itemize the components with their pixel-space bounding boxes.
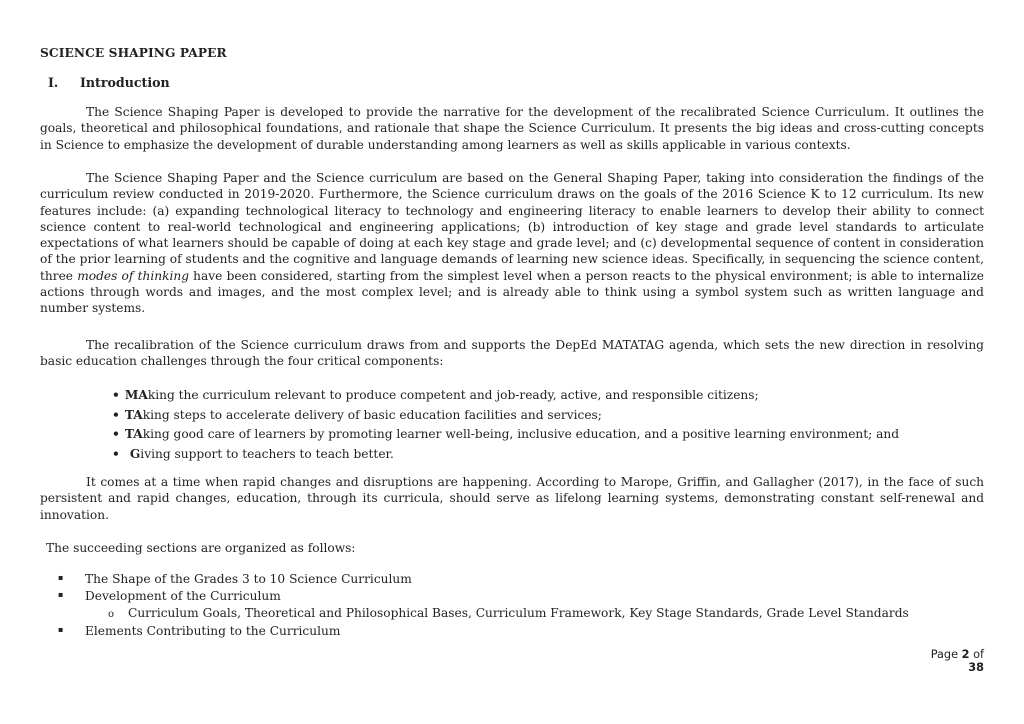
acronym-letters: MA: [124, 388, 148, 402]
acronym-letters: TA: [124, 407, 143, 422]
list-item: [58, 623, 909, 640]
list-item-text: The Shape of the Grades 3 to 10 Science Curriculum: [85, 572, 412, 586]
bullet-dot: •: [112, 388, 120, 402]
list-item-text: iving support to teachers to teach better.: [140, 447, 394, 462]
section-title: Introduction: [80, 75, 170, 90]
list-item-text: king good care of learners by promoting learner well-being, inclusive education, and a positive learning environment; and: [142, 427, 900, 442]
sections-list: [58, 571, 909, 640]
acronym-letters: G: [129, 447, 141, 462]
square-bullet-icon: ▪: [58, 573, 64, 583]
page-label: Page: [930, 648, 962, 661]
paragraph-recalibration: The recalibration of the Science curriculum draws from and supports the DepEd MATATAG agenda, which sets the new direction in resolving basic education challenges through the four critical components:: [40, 338, 984, 369]
list-item: [112, 445, 899, 465]
list-item: [112, 425, 899, 445]
square-bullet-icon: ▪: [58, 625, 64, 635]
list-item-text: king the curriculum relevant to produce competent and job-ready, active, and responsible citizens;: [147, 388, 759, 402]
circle-bullet-icon: o: [108, 608, 115, 620]
list-item-text: Development of the Curriculum: [85, 588, 281, 603]
paragraph-purpose: The Science Shaping Paper is developed to provide the narrative for the development of the recalibrated Science Curriculum. It outlines the goals, theoretical and philosophical foundations, and rationale that shape the Science Curriculum. It presents the big ideas and cross-cutting concepts in Science to emphasize the development of durable understanding among learners as well as skills applicable in various contexts.: [40, 105, 984, 152]
paragraph-basis-text-2: have been considered, starting from the simplest level when a person reacts to the physical environment; is able to internalize actions through words and images, and the most complex level; and is already able to think using a symbol system such as written language and number systems.: [40, 268, 984, 316]
matatag-components-list: [112, 386, 899, 465]
paragraph-context: It comes at a time when rapid changes and disruptions are happening. According to Marope, Griffin, and Gallagher (2017), in the face of such persistent and rapid changes, education, through its curricula, should serve as lifelong learning systems, demonstrating constant self-renewal and innovation.: [40, 475, 984, 522]
page-total: 38: [968, 661, 984, 674]
list-item: [58, 571, 909, 588]
square-bullet-icon: ▪: [58, 590, 64, 599]
bullet-dot: •: [112, 407, 120, 422]
list-item-text: Curriculum Goals, Theoretical and Philosophical Bases, Curriculum Framework, Key Stage Standards, Grade Level Standards: [128, 605, 909, 620]
section-number: I.: [48, 75, 59, 90]
list-item-text: Elements Contributing to the Curriculum: [85, 624, 341, 639]
list-item-text: king steps to accelerate delivery of basic education facilities and services;: [142, 407, 602, 422]
paragraph-basis-text-1: The Science Shaping Paper and the Science curriculum are based on the General Shaping Paper, taking into consideration the findings of the curriculum review conducted in 2019-2020. Furthermore, the Science curriculum draws on the goals of the 2016 Science K to 12 curriculum. Its new features include: (a) expanding technological literacy to technology and engineering literacy to enable learners to develop their ability to connect science content to real-world technological and engineering applications; (b) introduction of key stage and grade level standards to articulate expectations of what learners should be capable of doing at each key stage and grade level; and (c) developmental sequence of content in consideration of the prior learning of students and the cognitive and language demands of learning new science ideas. Specifically, in sequencing the science content, three: [40, 171, 984, 283]
paragraph-basis: [40, 170, 984, 317]
page-current: 2: [961, 648, 970, 661]
bullet-dot: •: [112, 447, 120, 462]
page-number: [916, 648, 984, 674]
sub-list-item: [58, 605, 909, 624]
list-item: [112, 386, 899, 406]
list-item: [58, 588, 909, 605]
bullet-dot: •: [112, 427, 120, 442]
acronym-letters: TA: [124, 427, 143, 442]
document-title: SCIENCE SHAPING PAPER: [40, 46, 227, 60]
page-of: of: [969, 648, 984, 661]
paragraph-sections-intro: The succeeding sections are organized as follows:: [46, 541, 356, 555]
list-item: [112, 406, 899, 426]
modes-of-thinking-emphasis: modes of thinking: [77, 268, 189, 283]
section-heading: [48, 75, 170, 90]
